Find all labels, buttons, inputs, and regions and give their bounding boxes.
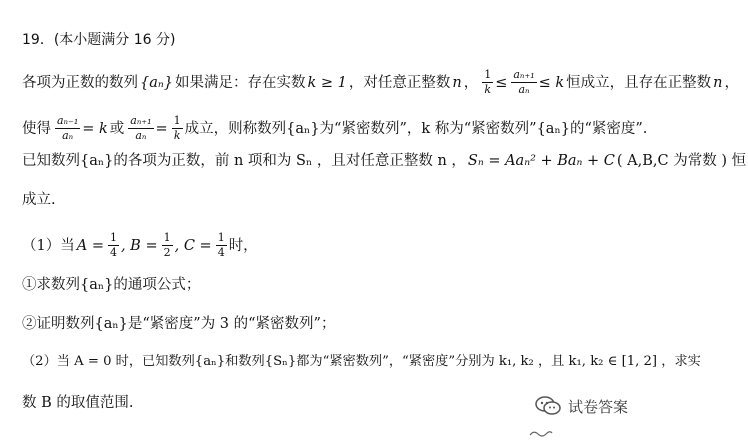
text: ，对任意正整数 <box>348 74 451 91</box>
math: ≤ <box>495 74 508 91</box>
math: , C = <box>174 237 212 254</box>
part-1-line <box>22 232 260 259</box>
fraction-next-ratio: $\frac{\text{aₙ₊₁}}{\text{aₙ}}$ <box>130 114 152 142</box>
text: 各项为正数的数列 <box>22 74 138 91</box>
text: 或 <box>109 120 125 137</box>
wechat-icon <box>534 395 562 417</box>
math: n <box>713 74 723 91</box>
part-1-sub-2 <box>22 314 337 334</box>
part-2-line <box>22 352 703 372</box>
problem-line-4 <box>22 190 58 210</box>
text: 使得 <box>22 120 51 137</box>
text: （2）当 A = 0 时，已知数列{aₙ}和数列{Sₙ}都为“紧密数列”，“紧密度”分别为 k₁, k₂ ，且 k₁, k₂ ∈ [1, 2] ，求实 <box>22 354 701 369</box>
text: 恒成立，且存在正整数 <box>566 74 712 91</box>
text: ， <box>724 74 739 91</box>
math: = k <box>82 120 108 137</box>
watermark <box>534 393 674 419</box>
text: 成立，则称数列{aₙ}为“紧密数列”，k 称为“紧密数列”{aₙ}的“紧密度”. <box>184 120 648 137</box>
problem-line-1 <box>22 69 741 96</box>
math: n <box>452 74 462 91</box>
text: 成立. <box>22 192 56 208</box>
math: {aₙ} <box>140 74 173 91</box>
fraction-c: $\frac{1}{4}$ <box>217 231 225 259</box>
text: ( A,B,C 为常数 ) 恒 <box>616 153 747 169</box>
text: 已知数列{aₙ}的各项为正数，前 n 项和为 Sₙ ，且对任意正整数 n ， <box>22 153 466 169</box>
math: ≤ k <box>538 74 565 91</box>
text: 数 B 的取值范围. <box>22 395 134 411</box>
text: ， <box>463 74 479 91</box>
math: = <box>155 120 168 137</box>
formula: Sₙ = Aaₙ² + Baₙ + C <box>467 153 615 169</box>
fraction-1-over-k: $\frac{1}{k}$ <box>173 114 181 142</box>
fraction-prev-ratio: $\frac{\text{aₙ₋₁}}{\text{aₙ}}$ <box>57 114 79 142</box>
problem-header-text: 19．(本小题满分 16 分) <box>22 32 176 48</box>
problem-header <box>22 30 177 50</box>
text: 时， <box>228 237 258 254</box>
watermark-text: 试卷答案 <box>568 397 629 416</box>
text: ①求数列{aₙ}的通项公式； <box>22 277 201 293</box>
math: A = <box>76 237 104 254</box>
text: （1）当 <box>22 237 75 254</box>
problem-line-2 <box>22 115 649 142</box>
problem-line-3 <box>22 151 748 171</box>
part-2-line-cont <box>22 393 135 413</box>
scan-mark-icon <box>528 424 554 434</box>
fraction-1-over-k: $\frac{1}{k}$ <box>484 68 492 96</box>
part-1-sub-1 <box>22 275 202 295</box>
fraction-b: $\frac{1}{2}$ <box>163 231 171 259</box>
math: k ≥ 1 <box>307 74 347 91</box>
fraction-ratio: $\frac{\text{aₙ₊₁}}{\text{aₙ}}$ <box>513 68 535 96</box>
text: 如果满足：存在实数 <box>174 74 306 91</box>
text: ②证明数列{aₙ}是“紧密度”为 3 的“紧密数列”； <box>22 316 336 332</box>
fraction-a: $\frac{1}{4}$ <box>109 231 117 259</box>
math: , B = <box>120 237 158 254</box>
